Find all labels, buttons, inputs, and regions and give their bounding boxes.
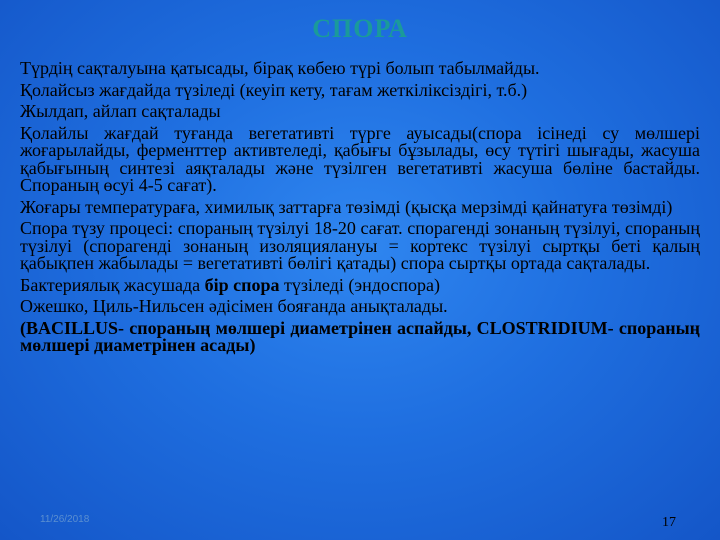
paragraph-9: (BACILLUS- спораның мөлшері диаметрінен аспайды, CLOSTRIDIUM- спораның мөлшері диаметрінен асады) bbox=[20, 317, 700, 355]
footer-date: 11/26/2018 bbox=[40, 514, 90, 525]
page-number: 17 bbox=[662, 515, 676, 530]
paragraph-2: Қолайсыз жағдайда түзіледі (кеуіп кету, тағам жеткіліксіздігі, т.б.) bbox=[20, 79, 528, 100]
paragraph-6: Спора түзу процесі: спораның түзілуі 18-20 сағат. спорагенді зонаның түзілуі, спораның түзілуі (спорагенді зонаның изоляциялануы = кортекс түзілуі сыртқы беті қалың қабықпен жабылады = вегетативті бөлігі қатады) спора сыртқы ортада сақталады. bbox=[20, 218, 700, 273]
slide-title: СПОРА bbox=[312, 14, 408, 43]
slide-body bbox=[20, 60, 700, 359]
paragraph-7-prefix: Бактериялық жасушада bbox=[20, 274, 205, 295]
paragraph-7 bbox=[20, 274, 700, 295]
paragraph-5: Жоғары температураға, химилық заттарға төзімді (қысқа мерзімді қайнатуға төзімді) bbox=[20, 196, 673, 217]
paragraph-4: Қолайлы жағдай туғанда вегетативті түрге ауысады(спора ісінеді су мөлшері жоғарылайды, ферменттер активтеледі, қабығы бұзылады, өсу түтігі шығады, жасуша қабығының синтезі аяқталады және түзілген вегетативті жасуша бөліне бастайды. Спораның өсуі 4-5 сағат). bbox=[20, 122, 700, 195]
paragraph-8: Ожешко, Циль-Нильсен әдісімен бояғанда анықталады. bbox=[20, 296, 448, 316]
paragraph-7-bold: бір спора bbox=[204, 274, 280, 295]
paragraph-1: Түрдің сақталуына қатысады, бірақ көбею түрі болып табылмайды. bbox=[20, 58, 540, 78]
paragraph-3: Жылдап, айлап сақталады bbox=[20, 101, 221, 121]
paragraph-7-suffix: түзіледі (эндоспора) bbox=[279, 274, 440, 295]
